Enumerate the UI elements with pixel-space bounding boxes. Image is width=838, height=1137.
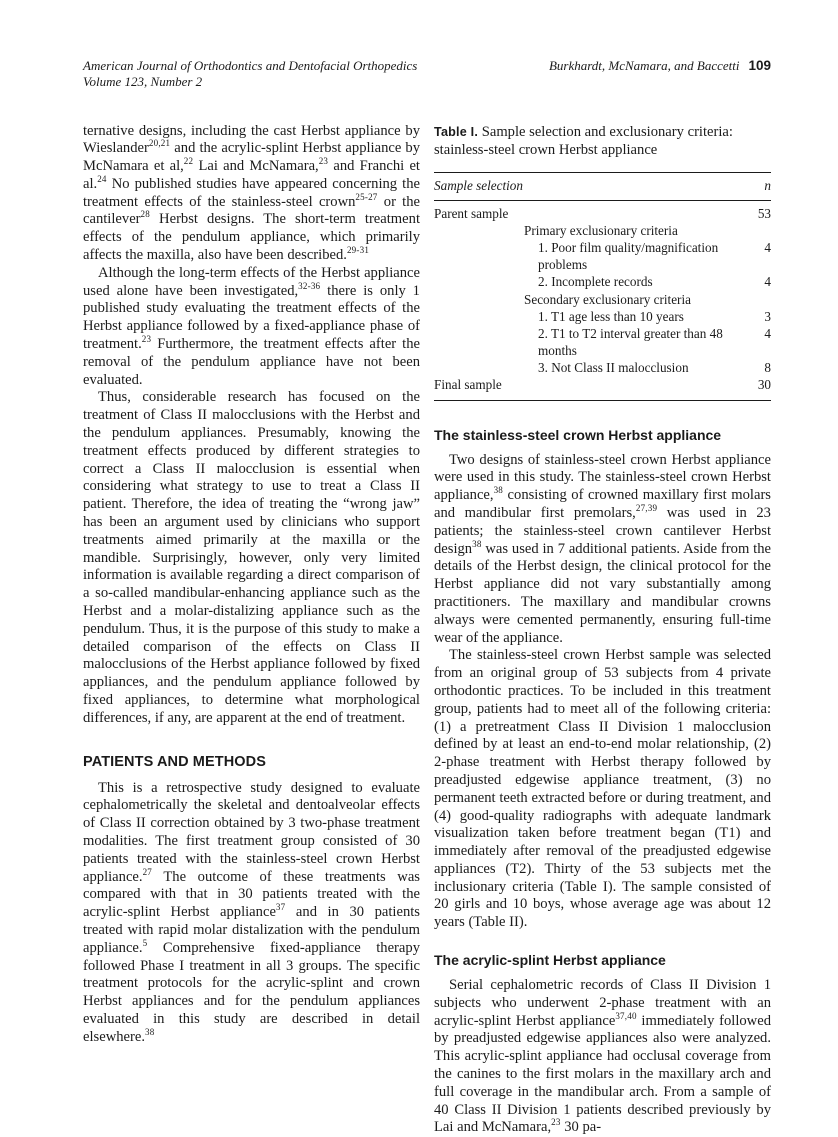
table-1-header-row (434, 172, 771, 201)
reference-superscript: 24 (97, 174, 106, 184)
right-column-sections (434, 427, 771, 1137)
reference-superscript: 23 (142, 334, 151, 344)
paragraph: ternative designs, including the cast Herbst appliance by Wieslander$^{20,21}$ and the acrylic-splint Herbst appliance by McNamara et al,$^{22}$ Lai and McNamara,$^{23}$ and Franchi et al.$^{24}$ No published studies have appeared concerning the treatment effects of the stainless-steel crown$^{25-27}$ or the cantilever$^{28}$ Herbst designs. The short-term treatment effects of the pendulum appliance, which primarily affects the maxilla, also have been described.$^{29-31}$ (83, 123, 420, 265)
reference-superscript: 28 (141, 210, 150, 220)
table-row-value: 4 (749, 239, 771, 273)
table-row (434, 308, 771, 325)
reference-superscript: 32-36 (298, 281, 320, 291)
reference-superscript: 37,40 (615, 1011, 636, 1021)
table-row (434, 205, 771, 222)
page-number: 109 (748, 58, 771, 73)
intro-paragraphs (83, 123, 420, 728)
table-row-value: 30 (749, 376, 771, 393)
paragraph: Two designs of stainless-steel crown Herbst appliance were used in this study. The stainless-steel crown Herbst appliance,$^{38}$ consisting of crowned maxillary first molars and mandibular first premolars,$^{27,39}$ was used in 23 patients; the stainless-steel crown cantilever Herbst design$^{38}$ was used in 7 additional patients. Aside from the details of the Herbst design, the clinical protocol for the Herbst appliance did not vary substantially among practitioners. The maxillary and mandibular crowns always were cemented permanently, ensuring full-time wear of the appliance. (434, 452, 771, 648)
reference-superscript: 25-27 (355, 192, 377, 202)
table-row (434, 273, 771, 290)
table-row-value: 53 (749, 205, 771, 222)
table-row (434, 376, 771, 393)
table-row-label: Secondary exclusionary criteria (434, 291, 749, 308)
journal-page (83, 58, 771, 1137)
two-column-body (83, 123, 771, 1137)
reference-superscript: 38 (494, 485, 503, 495)
table-row-label: 2. T1 to T2 interval greater than 48 months (434, 325, 749, 359)
journal-identification (83, 58, 417, 91)
table-row-value: 4 (749, 273, 771, 290)
running-header (83, 58, 771, 91)
reference-superscript: 27 (143, 867, 152, 877)
patients-methods-paragraphs (83, 780, 420, 1047)
table-row-label: 1. Poor film quality/magnification problems (434, 239, 749, 273)
table-row (434, 239, 771, 273)
table-row-label: 3. Not Class II malocclusion (434, 359, 749, 376)
table-row-label: 1. T1 age less than 10 years (434, 308, 749, 325)
reference-superscript: 27,39 (636, 503, 657, 513)
reference-superscript: 5 (143, 938, 148, 948)
reference-superscript: 20,21 (149, 138, 170, 148)
table-row (434, 291, 771, 308)
reference-superscript: 23 (319, 156, 328, 166)
subsection-heading: The acrylic-splint Herbst appliance (434, 952, 771, 968)
table-1-caption: Sample selection and exclusionary criteria: stainless-steel crown Herbst appliance (434, 124, 733, 159)
table-1-col-n: n (764, 178, 771, 194)
table-1-col-sample-selection: Sample selection (434, 178, 523, 194)
paragraph: This is a retrospective study designed to evaluate cephalometrically the skeletal and dentoalveolar effects of Class II correction obtained by 3 two-phase treatment modalities. The first treatment group consisted of 30 patients treated with the stainless-steel crown Herbst appliance.$^{27}$ The outcome of these treatments was compared with that in 30 patients treated with the acrylic-splint Herbst appliance$^{37}$ and in 30 patients treated with rapid molar distalization with the pendulum appliance.$^5$ Comprehensive fixed-appliance therapy followed Phase I treatment in all 3 groups. The specific treatment protocols for the acrylic-splint and crown Herbst appliances and for the pendulum appliances evaluated in this study are described in detail elsewhere.$^{38}$ (83, 780, 420, 1047)
table-1-label: Table I. (434, 125, 478, 139)
table-row (434, 325, 771, 359)
reference-superscript: 29-31 (347, 245, 369, 255)
right-column (434, 123, 771, 1137)
table-1-title (434, 123, 771, 160)
journal-title: American Journal of Orthodontics and Dentofacial Orthopedics (83, 58, 417, 74)
running-head-right (549, 58, 771, 75)
paragraph: Although the long-term effects of the Herbst appliance used alone have been investigated,$^{32-36}$ there is only 1 published study evaluating the treatment effects of the Herbst appliance followed by a fixed-appliance phase of treatment.$^{23}$ Furthermore, the treatment effects after the removal of the pendulum appliance have not been evaluated. (83, 265, 420, 390)
table-row-value (749, 291, 771, 308)
table-row (434, 222, 771, 239)
table-row-value (749, 222, 771, 239)
journal-volume-issue: Volume 123, Number 2 (83, 74, 417, 90)
reference-superscript: 23 (551, 1118, 560, 1128)
table-row-value: 8 (749, 359, 771, 376)
paragraph: The stainless-steel crown Herbst sample was selected from an original group of 53 subjects from 4 private orthodontic practices. To be included in this treatment group, patients had to meet all of the following criteria: (1) a pretreatment Class II Division 1 malocclusion defined by at least an end-to-end molar relationship, (2) 2-phase treatment with Herbst therapy followed by preadjusted edgewise appliance treatment, (3) no permanent teeth extracted before or during treatment, and (4) good-quality radiographs with adequate landmark visualization taken before treatment began (T1) and immediately after removal of the preadjusted edgewise appliances (T2). Thirty of the 53 subjects met the inclusionary criteria (Table I). The sample consisted of 20 girls and 10 boys, whose average age was about 12 years (Table II). (434, 647, 771, 932)
table-1 (434, 123, 771, 401)
table-row-value: 4 (749, 325, 771, 359)
table-row-label: 2. Incomplete records (434, 273, 749, 290)
table-row-label: Final sample (434, 376, 749, 393)
reference-superscript: 38 (472, 539, 481, 549)
reference-superscript: 37 (276, 902, 285, 912)
section-heading-patients-and-methods: PATIENTS AND METHODS (83, 754, 420, 770)
reference-superscript: 38 (145, 1027, 154, 1037)
left-column (83, 123, 420, 1137)
table-row-label: Parent sample (434, 205, 749, 222)
table-row (434, 359, 771, 376)
paragraph: Serial cephalometric records of Class II Division 1 subjects who underwent 2-phase treatment with an acrylic-splint Herbst appliance$^{37,40}$ immediately followed by preadjusted edgewise appliances also were analyzed. This acrylic-splint appliance had occlusal coverage from the canines to the first molars in the maxillary arch and full coverage in the mandibular arch. From a sample of 40 Class II Division 1 patients described previously by Lai and McNamara,$^{23}$ 30 pa- (434, 977, 771, 1137)
table-row-label: Primary exclusionary criteria (434, 222, 749, 239)
table-1-rows (434, 201, 771, 401)
subsection-heading: The stainless-steel crown Herbst appliance (434, 427, 771, 443)
table-row-value: 3 (749, 308, 771, 325)
running-authors: Burkhardt, McNamara, and Baccetti (549, 58, 740, 73)
reference-superscript: 22 (184, 156, 193, 166)
paragraph: Thus, considerable research has focused on the treatment of Class II malocclusions with the Herbst and the pendulum appliances. Presumably, knowing the treatment effects produced by different strategies to correct a Class II malocclusion is essential when considering what strategy to use to treat a Class II patient. Therefore, the idea of treating the “wrong jaw” has been an argument used by clinicians who support treatments aimed primarily at the maxilla or the mandible. Surprisingly, however, only very limited information is available regarding a direct comparison of a so-called mandibular-enhancing appliance such as the Herbst and a molar-distalizing appliance such as the pendulum. Thus, it is the purpose of this study to make a detailed comparison of the effects on Class II malocclusions of the Herbst appliance followed by fixed appliances, and the pendulum appliance followed by fixed appliances, to determine what morphological differences, if any, are apparent at the end of treatment. (83, 389, 420, 727)
